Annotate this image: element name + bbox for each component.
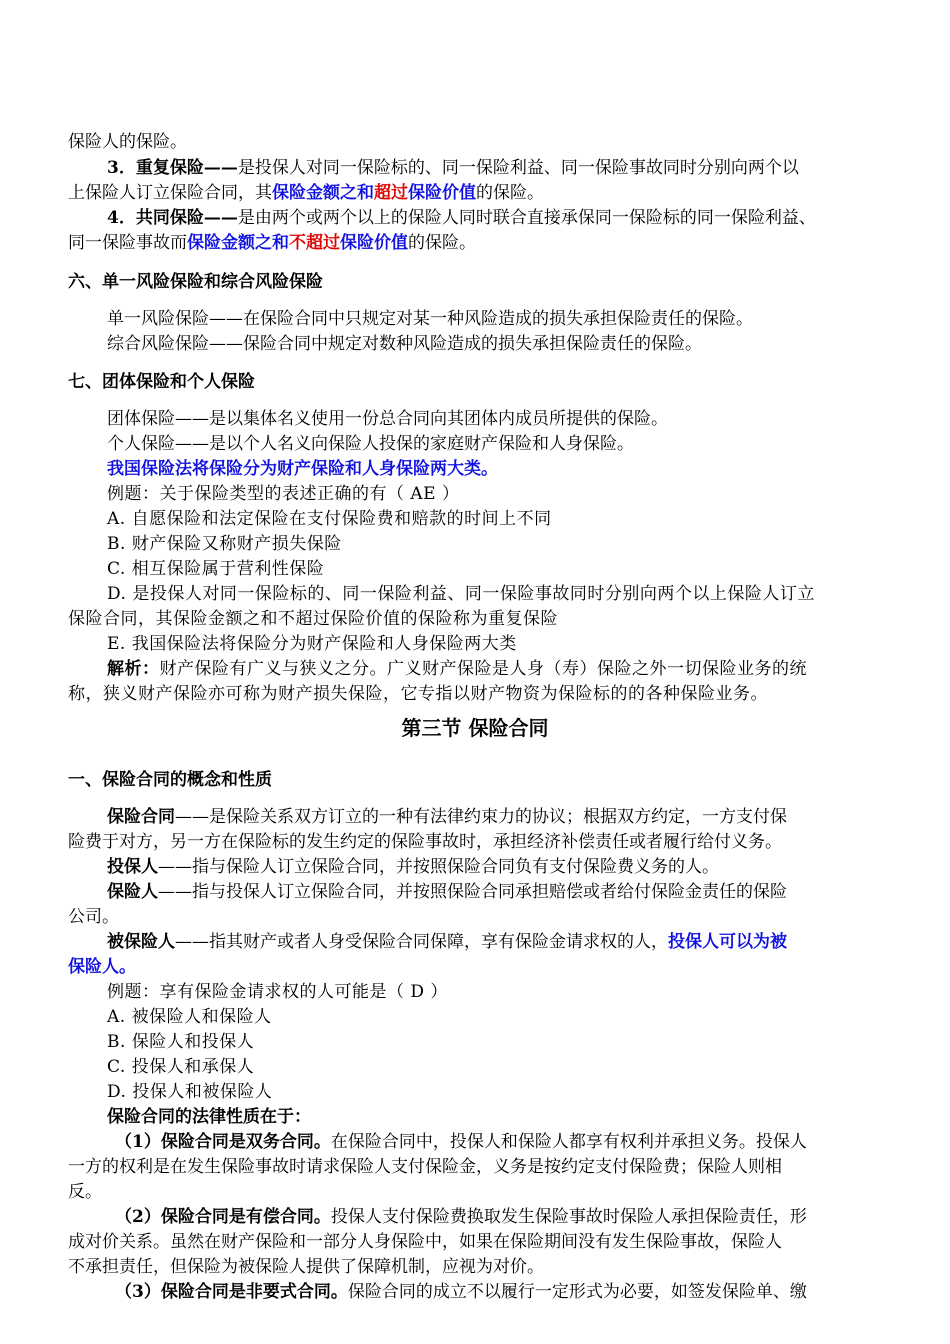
option-a: A. 自愿保险和法定保险在支付保险费和赔款的时间上不同 bbox=[107, 509, 552, 529]
option-b: B. 保险人和投保人 bbox=[107, 1032, 255, 1052]
analysis-line: 称，狭义财产保险亦可称为财产损失保险，它专指以财产物资为保险标的的各种保险业务。 bbox=[68, 684, 768, 704]
analysis-line: 解析：财产保险有广义与狭义之分。广义财产保险是人身（寿）保险之外一切保险业务的统 bbox=[107, 659, 807, 679]
text-line: 保险合同——是保险关系双方订立的一种有法律约束力的协议；根据双方约定，一方支付保 bbox=[107, 807, 787, 827]
highlight-line: 保险人。 bbox=[68, 957, 136, 977]
option-d-cont: 保险合同，其保险金额之和不超过保险价值的保险称为重复保险 bbox=[68, 609, 558, 629]
paragraph-duplicate-insurance: 3．重复保险——是投保人对同一保险标的、同一保险利益、同一保险事故同时分别向两个以 bbox=[107, 158, 799, 178]
text-line: 保险人的保险。 bbox=[68, 132, 187, 152]
option-d: D. 是投保人对同一保险标的、同一保险利益、同一保险事故同时分别向两个以上保险人订立 bbox=[107, 584, 815, 604]
text-line: 成对价关系。虽然在财产保险和一部分人身保险中，如果在保险期间没有发生保险事故，保险人 bbox=[68, 1232, 782, 1252]
paragraph-co-insurance: 4．共同保险——是由两个或两个以上的保险人同时联合直接承保同一保险标的同一保险利益、 bbox=[107, 208, 816, 228]
section-heading: 一、保险合同的概念和性质 bbox=[68, 770, 272, 790]
text-line: 上保险人订立保险合同，其保险金额之和超过保险价值的保险。 bbox=[68, 183, 544, 203]
text-line: 不承担责任，但保险为被保险人提供了保障机制，应视为对价。 bbox=[68, 1257, 544, 1277]
text-line: 保险人——指与投保人订立保险合同，并按照保险合同承担赔偿或者给付保险金责任的保险 bbox=[107, 882, 787, 902]
text-line: （2）保险合同是有偿合同。投保人支付保险费换取发生保险事故时保险人承担保险责任，形 bbox=[115, 1207, 807, 1227]
option-c: C. 相互保险属于营利性保险 bbox=[107, 559, 325, 579]
example-question: 例题：享有保险金请求权的人可能是（ D ） bbox=[107, 982, 448, 1002]
text-line: （1）保险合同是双务合同。在保险合同中，投保人和保险人都享有权利并承担义务。投保人 bbox=[115, 1132, 807, 1152]
text-line: 个人保险——是以个人名义向保险人投保的家庭财产保险和人身保险。 bbox=[107, 434, 634, 454]
text-line: 投保人——指与保险人订立保险合同，并按照保险合同负有支付保险费义务的人。 bbox=[107, 857, 719, 877]
highlight-line: 我国保险法将保险分为财产保险和人身保险两大类。 bbox=[107, 459, 498, 479]
text-line: 团体保险——是以集体名义使用一份总合同向其团体内成员所提供的保险。 bbox=[107, 409, 668, 429]
text-line: 同一保险事故而保险金额之和不超过保险价值的保险。 bbox=[68, 233, 476, 253]
option-a: A. 被保险人和保险人 bbox=[107, 1007, 272, 1027]
option-e: E. 我国保险法将保险分为财产保险和人身保险两大类 bbox=[107, 634, 517, 654]
option-b: B. 财产保险又称财产损失保险 bbox=[107, 534, 342, 554]
option-c: C. 投保人和承保人 bbox=[107, 1057, 255, 1077]
text-line: （3）保险合同是非要式合同。保险合同的成立不以履行一定形式为必要，如签发保险单、缴 bbox=[115, 1282, 807, 1302]
text-line: 反。 bbox=[68, 1182, 102, 1202]
section-heading: 六、单一风险保险和综合风险保险 bbox=[68, 272, 323, 292]
example-question: 例题：关于保险类型的表述正确的有（ AE ） bbox=[107, 484, 460, 504]
text-line: 单一风险保险——在保险合同中只规定对某一种风险造成的损失承担保险责任的保险。 bbox=[107, 309, 753, 329]
option-d: D. 投保人和被保险人 bbox=[107, 1082, 273, 1102]
text-line: 公司。 bbox=[68, 907, 119, 927]
subheading: 保险合同的法律性质在于： bbox=[107, 1107, 311, 1127]
text-line: 综合风险保险——保险合同中规定对数种风险造成的损失承担保险责任的保险。 bbox=[107, 334, 702, 354]
chapter-title: 第三节 保险合同 bbox=[401, 716, 549, 740]
section-heading: 七、团体保险和个人保险 bbox=[68, 372, 255, 392]
text-line: 一方的权利是在发生保险事故时请求保险人支付保险金，义务是按约定支付保险费；保险人则相 bbox=[68, 1157, 782, 1177]
text-line: 险费于对方，另一方在保险标的发生约定的保险事故时，承担经济补偿责任或者履行给付义务。 bbox=[68, 832, 782, 852]
text-line: 被保险人——指其财产或者人身受保险合同保障，享有保险金请求权的人，投保人可以为被 bbox=[107, 932, 787, 952]
